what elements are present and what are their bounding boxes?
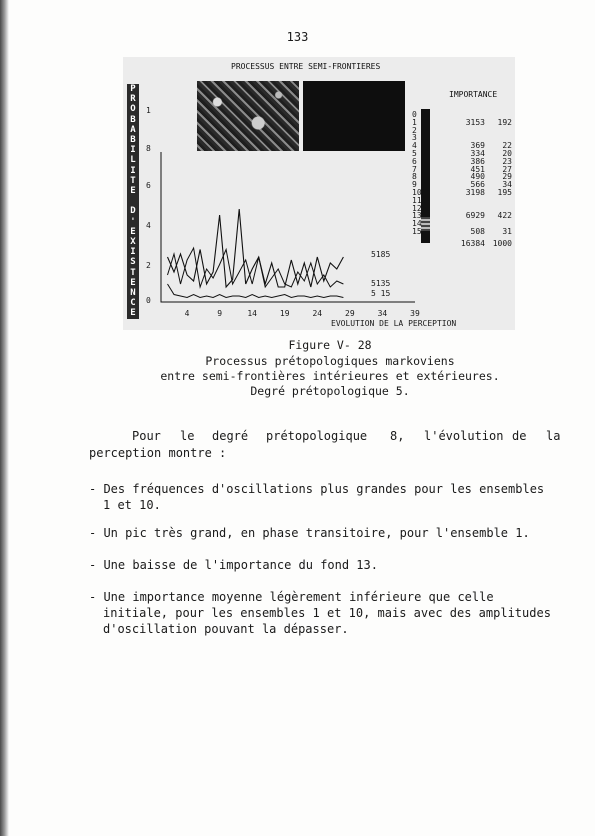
legend-index: 11 [412,195,422,205]
figure-caption-degree: Degré prétopologique 5. [250,384,410,398]
legend-permille: 192 [497,117,512,127]
series-label-5135: 5135 [371,279,391,288]
legend-index: 13 [412,211,422,221]
legend-count: 3153 [465,117,485,127]
legend-count: 508 [470,227,485,236]
x-tick-label: 39 [410,309,420,318]
legend-count: 334 [470,149,485,158]
legend-index: 15 [412,227,422,236]
legend-permille: 29 [502,172,512,182]
x-tick-label: 4 [184,309,190,318]
legend-index: 3 [412,133,417,143]
x-tick-label: 24 [312,309,323,318]
legend-count: 369 [470,141,485,151]
y-tick-label: 8 [146,144,151,153]
series-line-515 [168,284,344,298]
y-tick-label: 2 [146,261,151,270]
legend-count: 3198 [465,188,485,197]
paragraph-word: degré [212,429,249,443]
legend-index: 0 [412,110,417,119]
bullet-peak: - Un pic très grand, en phase transitoire, pour l'ensemble 1. [89,526,530,540]
y-tick-label: 6 [146,181,151,190]
paragraph-word: la [546,429,561,443]
legend-count: 6929 [465,211,485,221]
legend-index: 8 [412,172,417,182]
figure-caption-subtitle: entre semi-frontières intérieures et extérieures. [160,369,500,383]
legend-index: 7 [412,164,417,174]
legend-total-count: 16384 [460,238,485,248]
legend-index: 5 [412,149,417,158]
bullet-decrease: - Une baisse de l'importance du fond 13. [89,558,378,572]
bullet-importance: - Une importance moyenne légèrement inférieure que celle [89,590,494,604]
bullet-frequencies-cont: 1 et 10. [103,498,161,512]
scan-edge-shadow [0,0,9,836]
legend-permille: 31 [502,227,512,236]
x-tick-label: 14 [247,309,257,318]
legend-permille: 27 [502,164,512,174]
legend-index: 10 [412,188,422,197]
legend-permille: 34 [502,180,512,190]
y-axis-label: P R O B A B I L I T E D ' E X I S T E N C E [127,84,139,319]
paragraph-word: 8, [390,429,405,443]
y-tick-label: 1 [146,106,151,115]
x-tick-label: 9 [217,309,223,318]
bullet-importance-end: d'oscillation pouvant la dépasser. [103,622,349,636]
bullet-frequencies: - Des fréquences d'oscillations plus grandes pour les ensembles [89,482,545,496]
legend-count: 566 [470,180,485,190]
paragraph-word: prétopologique [266,429,368,443]
y-tick-label: 0 [146,296,151,305]
legend-permille: 195 [497,188,512,197]
legend-count: 386 [470,156,485,166]
legend-index: 4 [412,141,417,151]
legend-permille: 22 [502,141,512,151]
legend-index: 12 [412,203,422,213]
legend-index: 9 [412,180,417,190]
x-tick-label: 34 [377,309,388,318]
legend-index: 1 [412,117,417,127]
y-tick-label: 4 [146,221,151,230]
figure-caption-title: Processus prétopologiques markoviens [205,354,455,368]
paragraph-word: l'évolution [424,429,504,443]
page-number: 133 [286,30,309,44]
paragraph-word: le [180,429,195,443]
figure-caption-number: Figure V- 28 [288,338,372,352]
legend-permille: 23 [502,156,512,166]
legend-count: 451 [470,164,485,174]
x-tick-label: 19 [279,309,290,318]
chart-title: PROCESSUS ENTRE SEMI-FRONTIERES [231,62,381,71]
series-label-515: 5 15 [371,289,391,298]
paragraph-word: de [512,429,527,443]
legend-index: 2 [412,125,417,135]
legend-permille: 20 [502,149,512,158]
figure-processus-chart [123,57,515,330]
series-label-5185: 5185 [371,250,391,259]
legend-count: 490 [470,172,485,182]
legend-total-permille: 1000 [492,238,512,248]
legend-index: 6 [412,156,417,166]
paragraph-intro: perception montre : [89,446,227,460]
x-tick-label: 29 [345,309,355,318]
bullet-importance-cont: initiale, pour les ensembles 1 et 10, mais avec des amplitudes [103,606,551,620]
paragraph-word: Pour [132,429,161,443]
legend-permille: 422 [497,211,512,221]
legend-header: IMPORTANCE [449,90,498,99]
legend-index: 14 [412,219,422,229]
x-axis-label: EVOLUTION DE LA PERCEPTION [331,319,457,328]
